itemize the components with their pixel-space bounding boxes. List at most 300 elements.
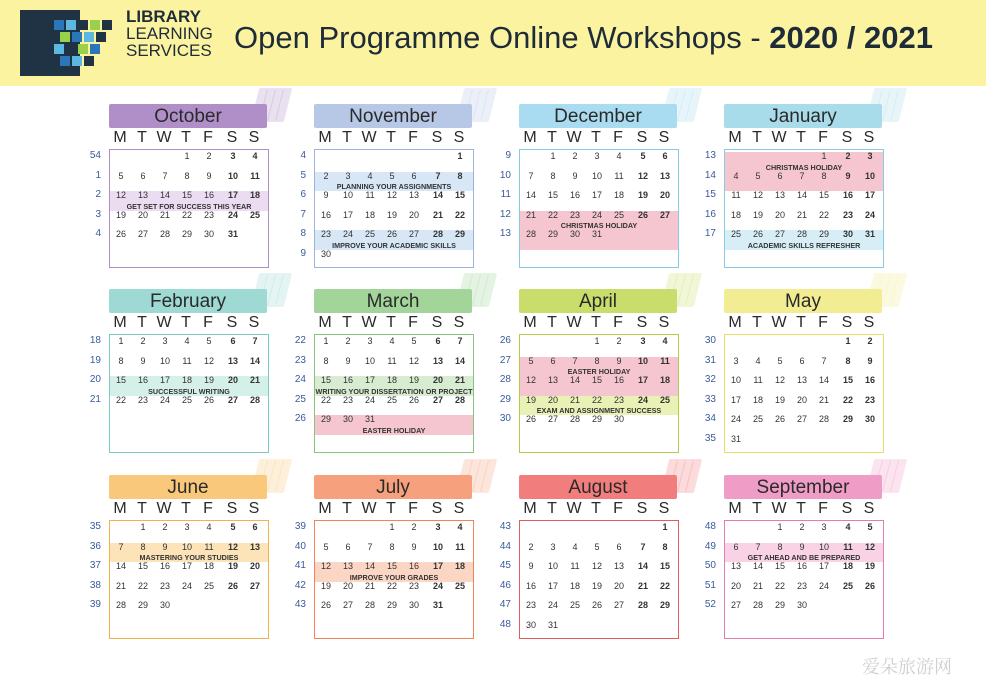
month-name: October [154, 106, 222, 127]
day-cell: 28 [818, 414, 829, 424]
weekday-label: S [248, 500, 260, 517]
day-cell: 24 [432, 580, 443, 591]
day-cell: 1 [118, 336, 124, 346]
day-cell: 24 [364, 394, 375, 405]
day-cell: 15 [454, 190, 465, 200]
day-cell: 15 [386, 561, 397, 571]
day-cell: 12 [637, 170, 648, 181]
weekday-label: F [613, 500, 623, 517]
day-cell: 1 [777, 522, 783, 532]
weekday-label: F [203, 314, 213, 331]
day-cell: 9 [799, 541, 805, 552]
day-cell: 8 [140, 541, 146, 552]
weekday-label: T [752, 314, 762, 331]
day-cell: 4 [367, 170, 373, 181]
day-cell: 23 [203, 209, 214, 220]
month-name: August [568, 477, 628, 498]
day-cell: 20 [659, 190, 670, 200]
weekday-label: S [863, 500, 875, 517]
day-cell: 21 [159, 209, 170, 220]
event-label: GET SET FOR SUCCESS THIS YEAR [126, 201, 252, 211]
week-number: 41 [294, 560, 306, 571]
day-cell: 4 [184, 336, 190, 346]
week-row [520, 332, 678, 351]
day-cell: 2 [162, 522, 168, 532]
day-cell: 18 [730, 209, 741, 220]
day-cell: 8 [457, 170, 463, 181]
day-cell: 24 [342, 229, 353, 239]
week-number: 21 [89, 393, 101, 405]
weekday-label: S [841, 129, 853, 146]
day-cell: 5 [230, 522, 236, 532]
day-cell: 10 [159, 355, 170, 366]
weekday-header [314, 500, 474, 520]
day-cell: 19 [386, 209, 397, 220]
day-cell: 29 [818, 229, 829, 239]
day-cell: 1 [323, 336, 329, 346]
weekday-label: T [181, 129, 191, 146]
day-cell: 1 [389, 522, 395, 532]
day-cell: 27 [796, 414, 807, 424]
day-cell: 13 [408, 190, 419, 200]
day-cell: 2 [345, 336, 351, 346]
weekday-label: W [156, 500, 172, 517]
day-cell: 15 [591, 375, 602, 385]
day-cell: 15 [659, 561, 670, 571]
day-cell: 27 [547, 414, 558, 424]
logo-line-services: SERVICES [126, 41, 212, 60]
day-cell: 10 [864, 170, 875, 181]
week-number: 11 [500, 189, 511, 200]
week-number: 10 [499, 169, 511, 181]
day-cell: 13 [432, 355, 443, 366]
week-row [520, 596, 678, 615]
day-cell: 11 [365, 190, 375, 200]
weekday-label: T [386, 500, 396, 517]
day-cell: 2 [140, 336, 146, 346]
day-cell: 26 [408, 394, 419, 405]
week-row [315, 332, 473, 351]
day-cell: 21 [249, 375, 260, 385]
day-cell: 5 [118, 170, 124, 181]
day-cell: 13 [730, 561, 741, 571]
week-row [725, 206, 883, 225]
day-cell: 26 [115, 229, 126, 239]
day-cell: 15 [137, 561, 148, 571]
weekday-label: W [156, 129, 172, 146]
month-header [109, 104, 267, 128]
weekday-label: W [771, 500, 787, 517]
weekday-label: T [386, 129, 396, 146]
week-row [725, 577, 883, 596]
weekday-label: F [818, 314, 828, 331]
weekday-label: F [818, 129, 828, 146]
day-cell: 14 [525, 190, 536, 200]
day-cell: 30 [864, 414, 875, 424]
day-cell: 6 [345, 541, 351, 552]
weekday-label: F [203, 129, 213, 146]
month-header [519, 475, 677, 499]
week-number: 49 [704, 540, 716, 552]
week-number: 9 [300, 247, 306, 259]
day-cell: 13 [547, 375, 558, 385]
month-may [724, 289, 902, 474]
weekday-label: W [156, 314, 172, 331]
day-cell: 8 [118, 355, 124, 366]
day-cell: 5 [867, 522, 873, 532]
day-cell: 14 [115, 561, 126, 571]
week-number: 51 [704, 579, 716, 591]
day-cell: 22 [181, 209, 192, 220]
day-cell: 26 [752, 229, 763, 239]
day-cell: 5 [206, 336, 212, 346]
day-cell: 26 [774, 414, 785, 424]
week-number: 30 [499, 413, 511, 424]
day-cell: 8 [845, 355, 851, 366]
day-cell: 12 [752, 190, 763, 200]
day-cell: 17 [364, 375, 375, 385]
day-cell: 9 [867, 355, 873, 366]
week-row [520, 538, 678, 557]
day-cell: 16 [569, 190, 580, 200]
day-cell: 26 [320, 600, 331, 610]
day-cell: 12 [525, 375, 536, 385]
day-cell: 21 [454, 375, 465, 385]
day-cell: 6 [616, 541, 622, 552]
week-number: 52 [704, 599, 716, 610]
day-cell: 31 [432, 600, 443, 610]
week-number: 15 [704, 189, 716, 200]
day-cell: 7 [528, 170, 534, 181]
weekday-label: S [453, 500, 465, 517]
weekday-label: T [796, 314, 806, 331]
day-cell: 17 [342, 209, 353, 220]
week-number: 22 [294, 335, 306, 346]
week-number: 27 [499, 354, 511, 366]
day-cell: 17 [818, 561, 829, 571]
day-cell: 29 [181, 229, 192, 239]
day-cell: 27 [342, 600, 353, 610]
weekday-header [724, 500, 884, 520]
day-cell: 2 [799, 522, 805, 532]
month-name: June [167, 477, 209, 498]
day-cell: 25 [386, 394, 397, 405]
day-cell: 4 [845, 522, 851, 532]
day-cell: 15 [181, 190, 192, 200]
event-label: MASTERING YOUR STUDIES [139, 553, 239, 562]
day-cell: 28 [159, 229, 170, 239]
day-cell: 21 [525, 209, 536, 220]
day-cell: 6 [733, 541, 739, 552]
week-row [110, 167, 268, 186]
day-cell: 30 [569, 229, 580, 239]
day-cell: 16 [842, 190, 853, 200]
month-grid [109, 334, 269, 453]
day-cell: 30 [613, 414, 624, 424]
week-number: 5 [300, 169, 306, 181]
weekday-label: S [636, 500, 648, 517]
day-cell: 5 [528, 355, 534, 366]
week-row [725, 371, 883, 390]
day-cell: 18 [569, 580, 580, 591]
week-number: 47 [499, 599, 511, 610]
month-grid [724, 334, 884, 453]
weekday-label: W [361, 500, 377, 517]
day-cell: 19 [774, 394, 785, 405]
day-cell: 17 [591, 190, 602, 200]
month-header [314, 475, 472, 499]
weekday-label: M [113, 314, 127, 331]
day-cell: 9 [411, 541, 417, 552]
day-cell: 27 [432, 394, 443, 405]
day-cell: 5 [755, 170, 761, 181]
day-cell: 26 [864, 580, 875, 591]
weekday-header [109, 500, 269, 520]
weekday-label: M [728, 314, 742, 331]
day-cell: 24 [227, 209, 238, 220]
day-cell: 5 [640, 151, 646, 161]
day-cell: 16 [864, 375, 875, 385]
week-number: 23 [294, 354, 306, 366]
weekday-header [724, 314, 884, 334]
week-number: 35 [89, 521, 101, 532]
day-cell: 26 [525, 414, 536, 424]
weekday-label: T [137, 314, 147, 331]
day-cell: 2 [411, 522, 417, 532]
day-cell: 1 [457, 151, 463, 161]
day-cell: 27 [659, 209, 670, 220]
month-name: July [376, 477, 410, 498]
week-number: 20 [89, 374, 101, 385]
weekday-label: S [636, 314, 648, 331]
day-cell: 25 [454, 580, 465, 591]
day-cell: 7 [572, 355, 578, 366]
day-cell: 13 [774, 190, 785, 200]
day-cell: 24 [159, 394, 170, 405]
weekday-label: F [613, 314, 623, 331]
day-cell: 11 [731, 190, 741, 200]
day-cell: 2 [616, 336, 622, 346]
day-cell: 5 [411, 336, 417, 346]
day-cell: 23 [408, 580, 419, 591]
day-cell: 7 [799, 170, 805, 181]
day-cell: 18 [249, 190, 260, 200]
day-cell: 17 [159, 375, 170, 385]
week-row [725, 410, 883, 429]
weekday-header [314, 129, 474, 149]
weekday-label: S [453, 314, 465, 331]
weekday-label: M [318, 129, 332, 146]
weekday-label: T [137, 129, 147, 146]
day-cell: 20 [342, 580, 353, 591]
day-cell: 8 [389, 541, 395, 552]
event-label: CHRISTMAS HOLIDAY [560, 221, 638, 230]
day-cell: 20 [137, 209, 148, 220]
day-cell: 27 [227, 394, 238, 405]
weekday-label: M [523, 500, 537, 517]
day-cell: 3 [733, 355, 739, 366]
day-cell: 16 [408, 561, 419, 571]
day-cell: 23 [320, 229, 331, 239]
week-row [315, 147, 473, 166]
day-cell: 18 [386, 375, 397, 385]
day-cell: 9 [616, 355, 622, 366]
day-cell: 17 [864, 190, 875, 200]
day-cell: 22 [115, 394, 126, 405]
event-label: IMPROVE YOUR ACADEMIC SKILLS [332, 240, 456, 250]
week-number: 45 [499, 560, 511, 571]
day-cell: 3 [367, 336, 373, 346]
week-number: 6 [300, 189, 306, 200]
week-number: 32 [704, 374, 716, 385]
week-row [725, 430, 883, 449]
day-cell: 12 [774, 375, 785, 385]
weekday-label: T [547, 500, 557, 517]
day-cell: 20 [547, 394, 558, 405]
day-cell: 23 [842, 209, 853, 220]
day-cell: 2 [323, 170, 329, 181]
week-row [725, 352, 883, 371]
week-number: 4 [300, 150, 306, 161]
day-cell: 21 [818, 394, 829, 405]
day-cell: 20 [774, 209, 785, 220]
month-grid [314, 520, 474, 639]
day-cell: 20 [227, 375, 238, 385]
day-cell: 23 [159, 580, 170, 591]
day-cell: 22 [659, 580, 670, 591]
day-cell: 22 [320, 394, 331, 405]
day-cell: 22 [137, 580, 148, 591]
week-number: 44 [499, 540, 511, 552]
week-number: 48 [499, 618, 511, 630]
day-cell: 6 [252, 522, 258, 532]
week-number: 17 [704, 228, 716, 239]
day-cell: 24 [864, 209, 875, 220]
day-cell: 7 [755, 541, 761, 552]
weekday-label: T [591, 314, 601, 331]
day-cell: 20 [796, 394, 807, 405]
day-cell: 16 [796, 561, 807, 571]
day-cell: 19 [591, 580, 602, 591]
weekday-header [109, 129, 269, 149]
day-cell: 25 [364, 229, 375, 239]
day-cell: 7 [821, 355, 827, 366]
day-cell: 19 [203, 375, 214, 385]
week-row [110, 332, 268, 351]
day-cell: 15 [547, 190, 558, 200]
weekday-label: F [408, 314, 418, 331]
day-cell: 24 [547, 600, 558, 610]
weekday-label: S [226, 500, 238, 517]
day-cell: 19 [637, 190, 648, 200]
day-cell: 16 [342, 375, 353, 385]
weekday-label: T [547, 129, 557, 146]
library-logo-icon [20, 10, 118, 76]
month-june [109, 475, 287, 660]
week-number: 16 [704, 208, 716, 220]
weekday-label: F [203, 500, 213, 517]
day-cell: 28 [249, 394, 260, 405]
day-cell: 28 [525, 229, 536, 239]
page-title-text: Open Programme Online Workshops - [234, 20, 770, 55]
day-cell: 8 [323, 355, 329, 366]
weekday-label: T [796, 129, 806, 146]
day-cell: 6 [777, 170, 783, 181]
week-number: 7 [300, 208, 306, 220]
day-cell: 23 [342, 394, 353, 405]
day-cell: 27 [137, 229, 148, 239]
day-cell: 10 [342, 190, 353, 200]
day-cell: 28 [569, 414, 580, 424]
week-row [520, 616, 678, 635]
day-cell: 18 [659, 375, 670, 385]
event-label: WRITING YOUR DISSERTATION OR PROJECT [315, 386, 473, 396]
day-cell: 19 [227, 561, 238, 571]
day-cell: 12 [320, 561, 331, 571]
week-number: 39 [89, 599, 101, 610]
day-cell: 31 [864, 229, 875, 239]
weekday-label: S [248, 129, 260, 146]
day-cell: 14 [569, 375, 580, 385]
weekday-label: W [771, 314, 787, 331]
day-cell: 23 [137, 394, 148, 405]
weekday-header [109, 314, 269, 334]
weekday-label: S [226, 314, 238, 331]
week-row [315, 518, 473, 537]
month-header [314, 104, 472, 128]
weekday-label: T [752, 129, 762, 146]
day-cell: 1 [845, 336, 851, 346]
day-cell: 11 [753, 375, 763, 385]
day-cell: 20 [613, 580, 624, 591]
week-row [315, 206, 473, 225]
day-cell: 9 [140, 355, 146, 366]
day-cell: 16 [159, 561, 170, 571]
weekday-label: W [566, 129, 582, 146]
weekday-label: M [113, 129, 127, 146]
day-cell: 4 [206, 522, 212, 532]
day-cell: 17 [637, 375, 648, 385]
month-header [724, 104, 882, 128]
weekday-label: W [566, 314, 582, 331]
day-cell: 19 [408, 375, 419, 385]
day-cell: 28 [796, 229, 807, 239]
day-cell: 27 [249, 580, 260, 591]
day-cell: 25 [613, 209, 624, 220]
day-cell: 11 [250, 170, 260, 181]
day-cell: 27 [613, 600, 624, 610]
month-header [109, 289, 267, 313]
week-number: 54 [89, 150, 101, 161]
weekday-label: T [591, 500, 601, 517]
day-cell: 21 [796, 209, 807, 220]
day-cell: 6 [230, 336, 236, 346]
day-cell: 18 [364, 209, 375, 220]
day-cell: 8 [184, 170, 190, 181]
event-label: ACADEMIC SKILLS REFRESHER [747, 240, 861, 250]
academic-year: 2020 / 2021 [769, 20, 934, 55]
day-cell: 26 [227, 580, 238, 591]
day-cell: 22 [591, 394, 602, 405]
day-cell: 1 [140, 522, 146, 532]
weekday-label: S [841, 500, 853, 517]
day-cell: 5 [323, 541, 329, 552]
day-cell: 29 [320, 414, 331, 424]
week-number: 33 [704, 393, 716, 405]
month-august [519, 475, 697, 660]
weekday-label: T [547, 314, 557, 331]
month-grid [314, 334, 474, 453]
